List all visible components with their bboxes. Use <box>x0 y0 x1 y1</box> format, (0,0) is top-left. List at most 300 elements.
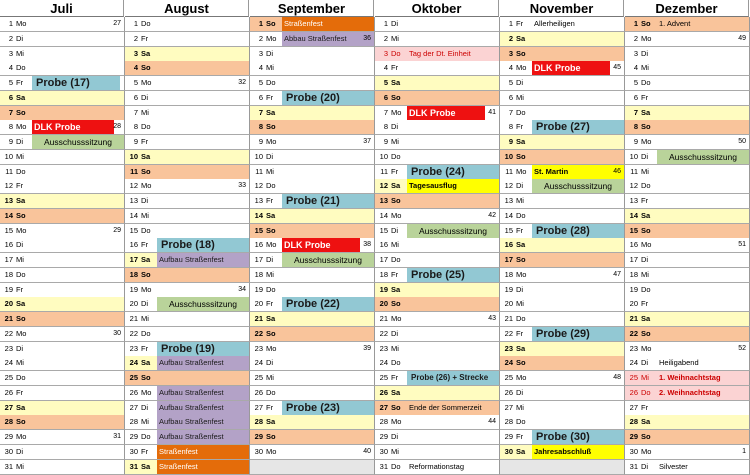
day-row[interactable] <box>375 165 500 180</box>
day-row[interactable] <box>500 415 625 430</box>
event-label[interactable]: Aufbau Straßenfest <box>157 430 249 444</box>
day-row[interactable] <box>500 268 625 283</box>
day-row[interactable] <box>250 445 375 460</box>
event-label[interactable]: Probe (24) <box>407 165 499 179</box>
day-number: 2 <box>508 33 513 43</box>
weekday-label: Do <box>266 387 276 397</box>
weekday-label: Mo <box>16 225 27 235</box>
day-row[interactable] <box>375 371 500 386</box>
day-row[interactable] <box>250 91 375 106</box>
day-row[interactable] <box>250 297 375 312</box>
day-number: 9 <box>258 137 263 146</box>
weekday-label: Di <box>641 461 649 471</box>
day-row[interactable] <box>250 194 375 209</box>
day-row[interactable] <box>0 342 125 357</box>
day-row[interactable] <box>0 194 125 209</box>
day-number: 11 <box>630 166 638 176</box>
day-row[interactable] <box>625 283 750 298</box>
day-row[interactable] <box>125 135 250 150</box>
day-row[interactable] <box>0 238 125 253</box>
event-label[interactable]: Straßenfest <box>157 445 249 459</box>
day-number: 7 <box>258 107 263 117</box>
day-row[interactable] <box>375 61 500 76</box>
day-row[interactable] <box>500 61 625 76</box>
day-row[interactable] <box>500 386 625 401</box>
day-row[interactable] <box>250 179 375 194</box>
day-row[interactable] <box>500 47 625 62</box>
day-row[interactable] <box>125 120 250 135</box>
day-number: 17 <box>129 255 138 264</box>
day-row[interactable] <box>375 91 500 106</box>
day-row[interactable] <box>625 327 750 342</box>
day-row[interactable] <box>0 135 125 150</box>
day-row[interactable] <box>0 415 125 430</box>
day-number: 14 <box>4 210 13 220</box>
event-label[interactable]: Abbau Straßenfest <box>282 32 374 46</box>
weekday-label: Mo <box>516 63 527 73</box>
day-row[interactable] <box>125 386 250 401</box>
day-row[interactable] <box>125 17 250 32</box>
day-row[interactable] <box>375 209 500 224</box>
day-row[interactable] <box>500 327 625 342</box>
day-number: 15 <box>629 225 638 235</box>
event-label[interactable]: Straßenfest <box>157 460 249 474</box>
event-label[interactable]: Ausschusssitzung <box>407 224 499 238</box>
weekday-label: So <box>641 432 651 441</box>
day-row[interactable] <box>375 460 500 475</box>
day-row[interactable] <box>250 371 375 386</box>
weekday-label: Mi <box>641 63 649 73</box>
day-row[interactable] <box>375 430 500 445</box>
day-row[interactable] <box>375 179 500 194</box>
day-number: 24 <box>629 358 638 368</box>
day-row[interactable] <box>625 386 750 401</box>
day-row[interactable] <box>375 386 500 401</box>
event-label[interactable]: Tag der Dt. Einheit <box>409 48 471 58</box>
weekday-label: Do <box>391 461 401 471</box>
day-row[interactable] <box>0 150 125 165</box>
day-row[interactable] <box>500 238 625 253</box>
day-row[interactable] <box>625 194 750 209</box>
calendar-week-number: 42 <box>488 211 496 219</box>
day-row[interactable] <box>0 32 125 47</box>
day-number: 29 <box>629 432 638 441</box>
day-number: 28 <box>504 417 513 427</box>
day-row[interactable] <box>0 209 125 224</box>
day-row[interactable] <box>625 253 750 268</box>
weekday-label: Mi <box>516 299 524 309</box>
day-row[interactable] <box>125 179 250 194</box>
day-row[interactable] <box>625 415 750 430</box>
weekday-label: Fr <box>16 284 24 294</box>
weekday-label: Do <box>641 181 651 191</box>
day-number: 18 <box>129 269 138 279</box>
day-row[interactable] <box>125 224 250 239</box>
day-row[interactable] <box>250 401 375 416</box>
event-label[interactable]: Aufbau Straßenfest <box>157 401 249 415</box>
day-row[interactable] <box>625 430 750 445</box>
day-row[interactable] <box>0 253 125 268</box>
day-number: 10 <box>504 151 513 161</box>
day-number: 9 <box>383 137 388 146</box>
day-row[interactable] <box>125 342 250 357</box>
day-row[interactable] <box>250 165 375 180</box>
day-number: 4 <box>133 63 138 73</box>
day-row[interactable] <box>125 253 250 268</box>
day-row[interactable] <box>625 356 750 371</box>
day-row[interactable] <box>125 61 250 76</box>
day-row[interactable] <box>500 342 625 357</box>
weekday-label: Do <box>391 151 401 161</box>
day-row[interactable] <box>0 356 125 371</box>
day-row[interactable] <box>125 283 250 298</box>
day-row[interactable] <box>500 150 625 165</box>
day-row[interactable] <box>500 312 625 327</box>
day-row[interactable] <box>125 47 250 62</box>
day-row[interactable] <box>0 445 125 460</box>
event-label[interactable]: Probe (25) <box>407 268 499 282</box>
day-row[interactable] <box>375 238 500 253</box>
day-row[interactable] <box>0 47 125 62</box>
day-row[interactable] <box>500 76 625 91</box>
day-row[interactable] <box>250 283 375 298</box>
day-row[interactable] <box>125 165 250 180</box>
day-row[interactable] <box>375 401 500 416</box>
day-row[interactable] <box>500 120 625 135</box>
day-row[interactable] <box>125 445 250 460</box>
day-number: 7 <box>633 107 638 117</box>
day-row[interactable] <box>625 238 750 253</box>
day-row[interactable] <box>0 386 125 401</box>
day-row[interactable] <box>0 224 125 239</box>
day-row[interactable] <box>500 91 625 106</box>
day-row[interactable] <box>625 150 750 165</box>
day-row[interactable] <box>250 238 375 253</box>
event-label[interactable]: Reformationstag <box>409 461 465 471</box>
day-row[interactable] <box>625 17 750 32</box>
day-row[interactable] <box>500 135 625 150</box>
day-number: 27 <box>504 402 513 412</box>
weekday-label: Sa <box>641 210 651 220</box>
day-row[interactable] <box>125 312 250 327</box>
event-label[interactable]: Probe (26) + Strecke <box>407 371 499 385</box>
event-label[interactable]: Aufbau Straßenfest <box>157 253 249 267</box>
day-row[interactable] <box>500 297 625 312</box>
day-row[interactable] <box>125 76 250 91</box>
weekday-label: Fr <box>141 240 149 250</box>
weekday-label: So <box>391 92 401 102</box>
event-label[interactable]: Jahresabschluß <box>532 445 624 459</box>
day-row[interactable] <box>125 371 250 386</box>
day-row[interactable] <box>250 209 375 224</box>
event-label[interactable]: Ausschusssitzung <box>32 135 124 149</box>
day-row[interactable] <box>0 312 125 327</box>
day-number: 24 <box>254 358 263 368</box>
day-row[interactable] <box>375 194 500 209</box>
day-row[interactable] <box>0 179 125 194</box>
event-label[interactable]: Aufbau Straßenfest <box>157 386 249 400</box>
day-row[interactable] <box>625 209 750 224</box>
weekday-label: Sa <box>516 137 526 146</box>
event-label[interactable]: Ausschusssitzung <box>532 179 624 193</box>
event-label[interactable]: Probe (27) <box>532 120 624 134</box>
event-label[interactable]: Probe (19) <box>157 342 249 356</box>
day-row[interactable] <box>250 76 375 91</box>
day-row[interactable] <box>500 106 625 121</box>
day-row[interactable] <box>125 238 250 253</box>
day-row[interactable] <box>500 283 625 298</box>
day-row[interactable] <box>500 445 625 460</box>
day-row[interactable] <box>625 268 750 283</box>
day-row[interactable] <box>375 106 500 121</box>
day-row[interactable] <box>375 356 500 371</box>
day-row[interactable] <box>375 150 500 165</box>
event-label[interactable]: Allerheiligen <box>534 19 575 28</box>
day-row[interactable] <box>375 445 500 460</box>
event-label[interactable]: Ausschusssitzung <box>157 297 249 311</box>
day-row[interactable] <box>500 17 625 32</box>
day-row[interactable] <box>125 106 250 121</box>
day-row[interactable] <box>625 76 750 91</box>
day-row[interactable] <box>625 224 750 239</box>
event-label[interactable]: Heiligabend <box>659 358 699 368</box>
day-row[interactable] <box>375 342 500 357</box>
event-label[interactable]: Probe (21) <box>282 194 374 208</box>
day-row[interactable] <box>250 224 375 239</box>
day-row[interactable] <box>375 253 500 268</box>
weekday-label: Di <box>516 181 524 191</box>
event-label[interactable]: DLK Probe <box>407 106 485 120</box>
day-number: 21 <box>4 314 13 323</box>
day-row[interactable] <box>0 120 125 135</box>
day-row[interactable] <box>625 120 750 135</box>
day-row[interactable] <box>125 268 250 283</box>
day-row[interactable] <box>125 194 250 209</box>
day-row[interactable] <box>0 17 125 32</box>
day-row[interactable] <box>500 179 625 194</box>
day-number: 6 <box>383 92 388 102</box>
event-label[interactable]: Probe (18) <box>157 238 249 252</box>
day-row[interactable] <box>375 17 500 32</box>
day-row[interactable] <box>625 61 750 76</box>
day-number: 8 <box>8 122 13 132</box>
day-number: 23 <box>4 343 13 353</box>
day-row[interactable] <box>625 297 750 312</box>
weekday-label: Fr <box>641 402 649 412</box>
event-label[interactable]: Tagesausflug <box>407 179 499 193</box>
weekday-label: So <box>141 63 151 73</box>
day-row[interactable] <box>500 356 625 371</box>
calendar-week-number: 34 <box>238 285 246 293</box>
day-row[interactable] <box>125 150 250 165</box>
day-row[interactable] <box>250 253 375 268</box>
day-row[interactable] <box>500 165 625 180</box>
day-row[interactable] <box>125 209 250 224</box>
event-label[interactable]: Probe (23) <box>282 401 374 415</box>
day-row[interactable] <box>125 460 250 475</box>
day-row[interactable] <box>125 401 250 416</box>
day-row[interactable] <box>250 61 375 76</box>
event-label[interactable]: DLK Probe <box>532 61 610 75</box>
day-row[interactable] <box>0 460 125 475</box>
day-row[interactable] <box>125 356 250 371</box>
day-row[interactable] <box>625 179 750 194</box>
weekday-label: Fr <box>141 33 149 43</box>
event-label[interactable]: Ausschusssitzung <box>282 253 374 267</box>
day-row[interactable] <box>0 106 125 121</box>
event-label[interactable]: Probe (20) <box>282 91 374 105</box>
weekday-label: Do <box>16 269 26 279</box>
day-row[interactable] <box>125 297 250 312</box>
weekday-label: Mi <box>266 63 274 73</box>
day-row[interactable] <box>500 209 625 224</box>
event-label[interactable]: Probe (30) <box>532 430 624 444</box>
weekday-label: So <box>391 402 401 412</box>
day-row[interactable] <box>375 268 500 283</box>
day-row[interactable] <box>250 342 375 357</box>
calendar-week-number: 40 <box>363 447 371 455</box>
day-row[interactable] <box>0 371 125 386</box>
day-row[interactable] <box>250 268 375 283</box>
day-row[interactable] <box>625 165 750 180</box>
day-row[interactable] <box>375 120 500 135</box>
day-row[interactable] <box>625 342 750 357</box>
day-row[interactable] <box>250 356 375 371</box>
day-row[interactable] <box>500 253 625 268</box>
day-number: 23 <box>629 343 638 353</box>
weekday-label: Mo <box>266 343 277 353</box>
event-label[interactable]: Probe (17) <box>32 76 120 90</box>
day-row[interactable] <box>125 415 250 430</box>
weekday-label: Sa <box>16 92 26 102</box>
day-row[interactable] <box>625 91 750 106</box>
day-row[interactable] <box>625 371 750 386</box>
day-row[interactable] <box>500 430 625 445</box>
day-row[interactable] <box>375 283 500 298</box>
day-row[interactable] <box>625 106 750 121</box>
day-row[interactable] <box>500 401 625 416</box>
day-row[interactable] <box>250 120 375 135</box>
day-row[interactable] <box>375 327 500 342</box>
day-number: 23 <box>504 343 513 353</box>
day-number: 8 <box>133 122 138 132</box>
day-row[interactable] <box>625 47 750 62</box>
day-row[interactable] <box>125 91 250 106</box>
day-row[interactable] <box>375 76 500 91</box>
event-label[interactable]: Probe (28) <box>532 224 624 238</box>
weekday-label: Sa <box>16 299 26 309</box>
weekday-label: Di <box>641 151 649 161</box>
day-row[interactable] <box>500 224 625 239</box>
day-row[interactable] <box>500 32 625 47</box>
day-row[interactable] <box>250 47 375 62</box>
weekday-label: Sa <box>141 151 151 161</box>
day-row[interactable] <box>250 17 375 32</box>
weekday-label: Sa <box>16 196 26 205</box>
weekday-label: Fr <box>391 63 399 73</box>
event-label[interactable]: Probe (29) <box>532 327 624 341</box>
day-number: 30 <box>254 446 263 456</box>
day-number: 25 <box>629 373 638 382</box>
day-row[interactable] <box>250 430 375 445</box>
day-row[interactable] <box>625 401 750 416</box>
event-label[interactable]: Ausschusssitzung <box>657 150 749 164</box>
day-row[interactable] <box>625 460 750 475</box>
weekday-label: Sa <box>391 284 401 294</box>
day-row[interactable] <box>125 430 250 445</box>
day-row[interactable] <box>250 386 375 401</box>
event-label[interactable]: 1. Weihnachtstag <box>659 373 721 382</box>
event-label[interactable]: Aufbau Straßenfest <box>157 356 249 370</box>
weekday-label: Mi <box>141 107 149 117</box>
day-row[interactable] <box>0 268 125 283</box>
day-row[interactable] <box>125 32 250 47</box>
day-row[interactable] <box>375 312 500 327</box>
day-row[interactable] <box>625 312 750 327</box>
day-number: 13 <box>129 196 138 205</box>
day-number: 26 <box>504 387 513 397</box>
day-row[interactable] <box>375 135 500 150</box>
day-row[interactable] <box>500 194 625 209</box>
day-row[interactable] <box>375 224 500 239</box>
day-row[interactable] <box>250 106 375 121</box>
day-row[interactable] <box>375 32 500 47</box>
day-row[interactable] <box>500 371 625 386</box>
day-number: 30 <box>379 446 388 456</box>
weekday-label: Mi <box>141 417 149 427</box>
weekday-label: Sa <box>141 358 151 368</box>
day-row[interactable] <box>0 91 125 106</box>
event-label[interactable]: 1. Advent <box>659 19 691 28</box>
day-row[interactable] <box>375 415 500 430</box>
event-label[interactable]: St. Martin <box>532 165 624 179</box>
day-row[interactable] <box>250 327 375 342</box>
day-row[interactable] <box>125 327 250 342</box>
day-row[interactable] <box>0 165 125 180</box>
day-row[interactable] <box>250 150 375 165</box>
event-label[interactable]: Aufbau Straßenfest <box>157 415 249 429</box>
day-number: 17 <box>379 255 388 264</box>
day-number: 31 <box>129 461 138 471</box>
day-row[interactable] <box>0 61 125 76</box>
day-row[interactable] <box>0 297 125 312</box>
event-label[interactable]: Probe (22) <box>282 297 374 311</box>
day-row[interactable] <box>0 327 125 342</box>
event-label[interactable]: DLK Probe <box>32 120 114 134</box>
day-row[interactable] <box>375 297 500 312</box>
day-number: 5 <box>258 78 263 87</box>
event-label[interactable]: 2. Weihnachtstag <box>659 387 721 397</box>
day-row[interactable] <box>625 135 750 150</box>
event-label[interactable]: Ende der Sommerzeit <box>409 402 482 412</box>
day-row[interactable] <box>0 401 125 416</box>
day-row[interactable] <box>250 32 375 47</box>
day-number: 16 <box>4 240 13 250</box>
day-row[interactable] <box>250 312 375 327</box>
day-row[interactable] <box>250 135 375 150</box>
day-row[interactable] <box>250 415 375 430</box>
day-row[interactable] <box>0 430 125 445</box>
day-row[interactable] <box>375 47 500 62</box>
event-label[interactable]: DLK Probe <box>282 238 360 252</box>
event-label[interactable]: Straßenfest <box>282 17 374 31</box>
day-row[interactable] <box>0 76 125 91</box>
event-label[interactable]: Silvester <box>659 461 688 471</box>
day-row[interactable] <box>625 445 750 460</box>
weekday-label: Mi <box>391 343 399 353</box>
day-row[interactable] <box>0 283 125 298</box>
day-row[interactable] <box>625 32 750 47</box>
